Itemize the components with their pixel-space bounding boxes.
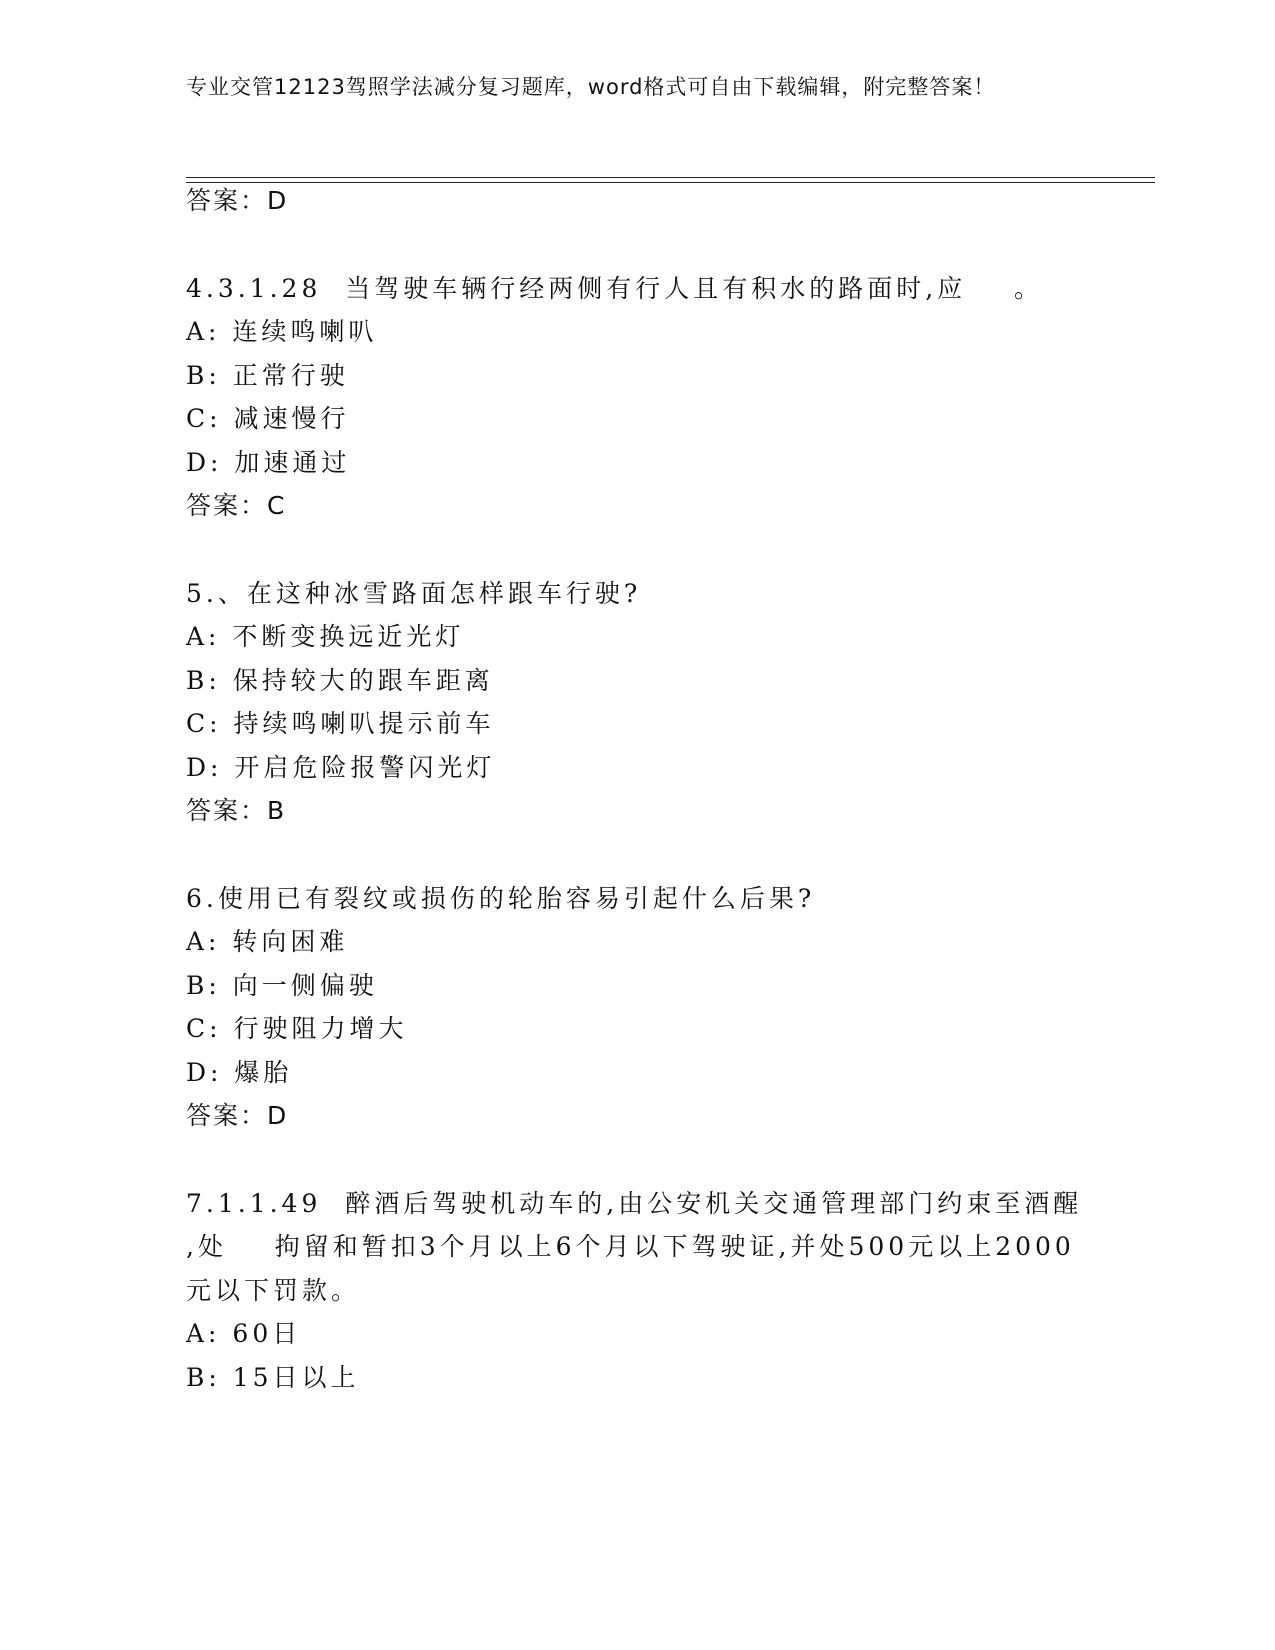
answer-text: 答案：D: [186, 1101, 289, 1130]
option-b: B: 15日以上: [186, 1363, 360, 1392]
question-stem: 4.3.1.28 当驾驶车辆行经两侧有行人且有积水的路面时,应 。: [186, 274, 1043, 303]
question-stem-line-1: 7.1.1.49 醉酒后驾驶机动车的,由公安机关交通管理部门约束至酒醒: [186, 1189, 1083, 1218]
option-a: A: 连续鸣喇叭: [186, 317, 378, 346]
answer-text: 答案：B: [186, 796, 287, 825]
option-b: B: 向一侧偏驶: [186, 971, 378, 1000]
option-c: C: 减速慢行: [186, 404, 350, 433]
question-stem: 6.使用已有裂纹或损伤的轮胎容易引起什么后果?: [186, 884, 816, 913]
header-rule-bottom: [186, 182, 1155, 183]
option-b: B: 正常行驶: [186, 361, 349, 390]
option-c: C: 持续鸣喇叭提示前车: [186, 709, 495, 738]
question-stem: 5.、在这种冰雪路面怎样跟车行驶?: [186, 579, 642, 608]
option-d: D: 开启危险报警闪光灯: [186, 753, 496, 782]
option-c: C: 行驶阻力增大: [186, 1014, 408, 1043]
page-header-text: 专业交管12123驾照学法减分复习题库，word格式可自由下载编辑，附完整答案！: [186, 75, 996, 99]
option-a: A: 转向困难: [186, 927, 349, 956]
option-a: A: 60日: [186, 1319, 302, 1348]
option-b: B: 保持较大的跟车距离: [186, 666, 494, 695]
option-a: A: 不断变换远近光灯: [186, 622, 465, 651]
question-stem-line-2: ,处 拘留和暂扣3个月以上6个月以下驾驶证,并处500元以上2000: [186, 1232, 1075, 1261]
option-d: D: 加速通过: [186, 448, 351, 477]
answer-text: 答案：D: [186, 186, 289, 215]
answer-text: 答案：C: [186, 491, 287, 520]
question-stem-line-3: 元以下罚款。: [186, 1276, 361, 1305]
option-d: D: 爆胎: [186, 1058, 293, 1087]
header-rule-top: [186, 177, 1155, 178]
